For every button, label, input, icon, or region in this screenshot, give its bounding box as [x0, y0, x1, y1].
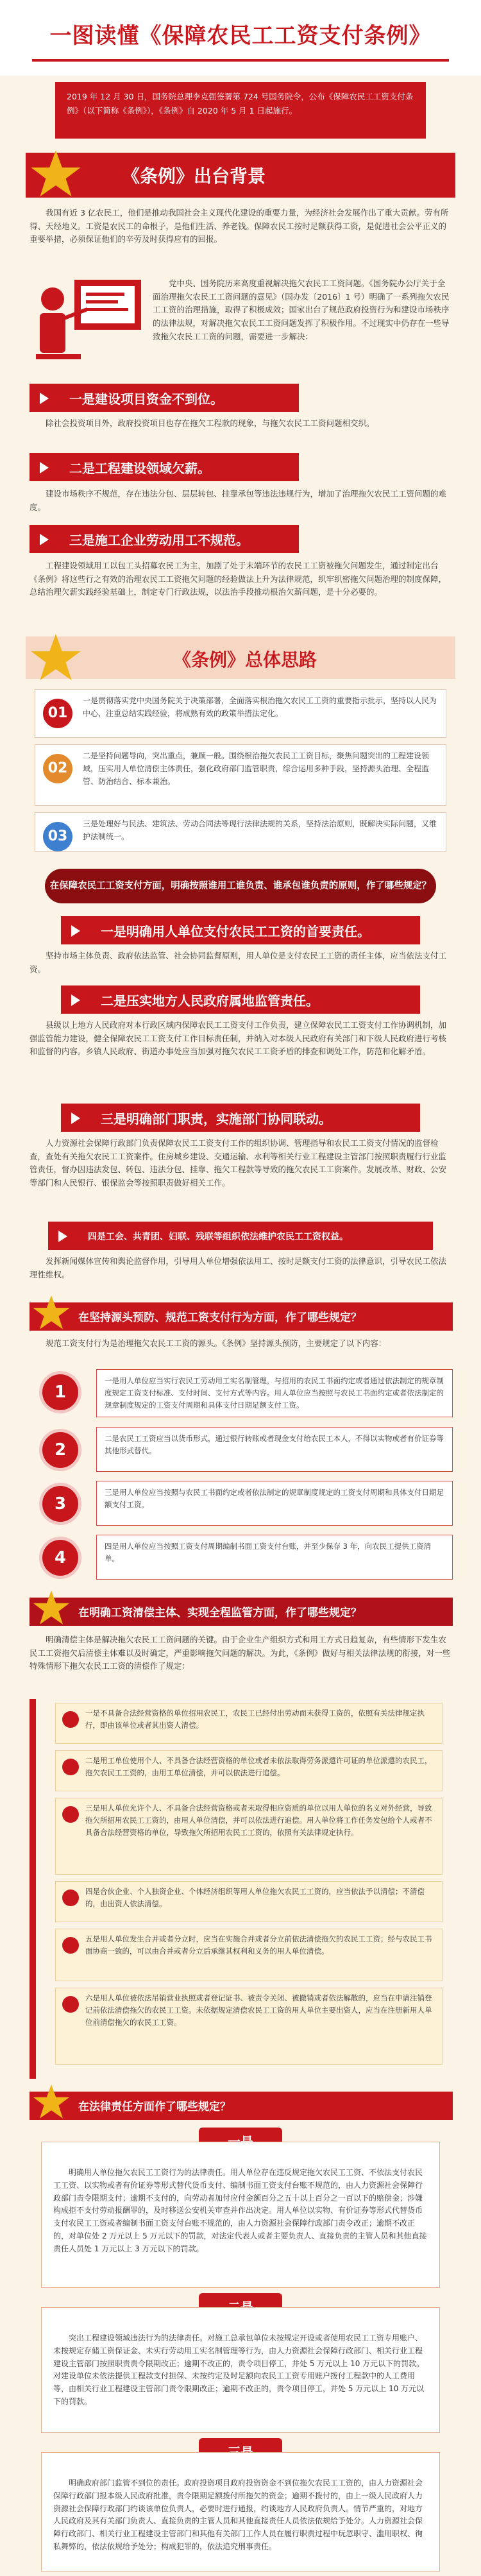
- teacher-board-icon: [30, 276, 145, 372]
- section1-para1: [30, 207, 453, 269]
- section4-header: [30, 1302, 453, 1331]
- section3-item2-body: 县级以上地方人民政府对本行政区域内保障农民工工资支付工作负责，建立保障农民工工资支付工作协调机制，加强监管能力建设，健全保障农民工工资支付工作目标责任制，并纳入对本级人民政府有关部门和下级人民政府进行考核和监督的内容。乡镇人民政府、街道办事处应当加强对拖欠农民工工资矛盾的排查和调处工作，防范和化解矛盾。: [30, 1020, 447, 1057]
- bullet-dot: [62, 1937, 79, 1954]
- section3-item1-text: [30, 950, 453, 980]
- bullet-dot: [62, 1806, 79, 1823]
- section1-banner: [26, 153, 455, 198]
- section4-header-text: 在坚持源头预防、规范工资支付行为方面，作了哪些规定？: [78, 1311, 362, 1324]
- section3-item4-head: [48, 1222, 433, 1250]
- section5-intro: [30, 1633, 453, 1695]
- section5-header-text: 在明确工资清偿主体、实现全程监管方面，作了哪些规定？: [78, 1607, 362, 1619]
- card-number: 01: [43, 699, 72, 728]
- item-text: 四是合伙企业、个人独资企业、个体经济组织等用人单位拖欠农民工工资的，应当依法予以清偿；不清偿的，由出资人依法清偿。: [85, 1887, 425, 1908]
- section5-item-5: [55, 1929, 443, 1981]
- item-text: 一是用人单位应当实行农民工劳动用工实名制管理，与招用的农民工书面约定或者通过依法制定的规章制度规定工资支付标准、支付时间、支付方式等内容。用人单位应当按照与农民工书面约定或者依法制定的规章制度规定的工资支付周期和具体支付日期足额支付工资。: [96, 1369, 453, 1417]
- section4-item-1: [30, 1369, 453, 1419]
- item-text: 五是用人单位发生合并或者分立时，应当在实施合并或者分立前依法清偿拖欠的农民工工资；经与农民工书面协商一致的，可以由合并或者分立后承继其权利和义务的用人单位清偿。: [85, 1934, 432, 1956]
- section2-card-1: [35, 689, 446, 738]
- section5-intro-text: 明确清偿主体是解决拖欠农民工工资问题的关键。由于企业生产组织方式和用工方式日趋复杂，有些情形下发生农民工工资拖欠后清偿主体难以及时确定，严重影响拖欠问题的解决。为此，《条例》做好与相关法律法规的衔接，对一些特殊情形下拖欠农民工工资的清偿作了规定：: [30, 1635, 451, 1671]
- block-text: 明确用人单位拖欠农民工工资行为的法律责任。用人单位存在违反规定拖欠农民工工资、不依法支付农民工工资、以实物或者有价证券等形式替代货币支付、编制书面工资支付台账不规范的，由人力资源社会保障行政部门责令限期支付；逾期不支付的，向劳动者加付应付金额百分之五十以上百分之一百以下的赔偿金；涉嫌构成拒不支付劳动报酬罪的，及时移送公安机关审查并作出决定。用人单位以实物、有价证券等形式代替货币支付农民工工资或者编制书面工资支付台账不规范的，由人力资源社会保障行政部门责令改正；逾期不改正的，对单位处 2 万元以上 5 万元以下的罚款，对法定代表人或者主要负责人、直接负责的主管人员和其他直接责任人员处 1 万元以上 3 万元以下的罚款。: [53, 2168, 427, 2253]
- card-text: 二是坚持问题导向，突出重点，兼顾一般。围绕根治拖欠农民工工资目标，聚焦问题突出的工程建设领域，压实用人单位清偿主体责任，强化政府部门监管职责，综合运用多种手段，坚持源头治理、全程监管、防治结合、标本兼治。: [83, 751, 430, 786]
- triangle-bullet-icon: [40, 534, 49, 545]
- bullet-dot: [62, 1996, 79, 2013]
- section4-item-4: [30, 1535, 453, 1585]
- section3-item2-head-text: 二是压实地方人民政府属地监管责任。: [101, 993, 319, 1009]
- card-text: 三是处理好与民法、建筑法、劳动合同法等现行法律法规的关系，坚持法治原则，既解决实际问题，又维护法制统一。: [83, 819, 437, 841]
- triangle-bullet-icon: [40, 393, 49, 404]
- section1-title: 《条例》出台背景: [122, 166, 266, 187]
- title-bar: [0, 0, 481, 76]
- section6-header-text: 在法律责任方面作了哪些规定？: [78, 2101, 231, 2113]
- card-number: 02: [43, 754, 72, 783]
- triangle-bullet-icon: [71, 994, 80, 1006]
- item-text: 六是用人单位被依法吊销营业执照或者登记证书、被责令关闭、被撤销或者依法解散的，应当在申请注销登记前依法清偿拖欠的农民工工资。未依据规定清偿农民工工资的用人单位主要出资人，应当在注册新用人单位前清偿拖欠的农民工工资。: [85, 1993, 432, 2027]
- bullet-dot: [62, 1889, 79, 1906]
- section1-para2-text: 党中央、国务院历来高度重视解决拖欠农民工工资问题。《国务院办公厅关于全面治理拖欠农民工工资问题的意见》（国办发〔2016〕1 号）明确了一系列拖欠农民工工资的治理措施，取得了积极成效；国家出台了规范政府投资行为和建设市场秩序的法律法规，对解决拖欠农民工工资问题发挥了积极作用。不过现实中仍存在一些导致拖欠农民工工资的问题，需要进一步解决：: [153, 278, 450, 341]
- bullet-dot: [62, 1711, 79, 1728]
- section3-pill: 在保障农民工工资支付方面，明确按照谁用工谁负责、谁承包谁负责的原则，作了哪些规定？: [45, 869, 436, 903]
- section1-para1-text: 我国有近 3 亿农民工，他们是推动我国社会主义现代化建设的重要力量，为经济社会发展作出了重大贡献。劳有所得、天经地义。工资是农民工的命根子，是他们生活、养老钱。保障农民工按时足额获得工资，是促进社会公平正义的重要举措，必须保证他们的辛劳及时获得应有的回报。: [30, 208, 449, 244]
- block-text: 突出工程建设领域违法行为的法律责任。对施工总承包单位未按规定开设或者使用农民工工资专用账户、未按规定存储工资保证金、未实行劳动用工实名制管理等行为，由人力资源社会保障行政部门、相关行业工程建设主管部门按照职责责令限期改正；逾期不改正的，责令项目停工，并处 5 万元以上 10 万元以下的罚款。对建设单位未依法提供工程款支付担保、未按约定及时足额向农民工工资专用账户拨付工程款中的人工费用等，由相关行业工程建设主管部门责令限期改正；逾期不改正的，责令项目停工，并处 5 万元以上 10 万元以下的罚款。: [53, 2333, 425, 2406]
- block-text: 明确政府部门监管不到位的责任。政府投资项目政府投资资金不到位拖欠农民工工资的，由人力资源社会保障行政部门报本级人民政府批准，责令限期足额拨付所拖欠的资金；逾期不拨付的，由上一级人民政府人力资源社会保障行政部门约谈该单位负责人，必要时进行通报，约谈地方人民政府负责人。情节严重的，对地方人民政府及其有关部门负责人、直接负责的主管人员和其他直接责任人员依法依规给予处分。人力资源社会保障行政部门、相关行业工程建设主管部门和其他有关部门工作人员在履行职责过程中玩忽职守、滥用职权、徇私舞弊的，依法依规给予处分；构成犯罪的，依法追究刑事责任。: [53, 2478, 423, 2551]
- section5-side-stripe: [30, 1699, 36, 2079]
- star-icon: [32, 1293, 71, 1332]
- card-text: 一是贯彻落实党中央国务院关于决策部署，全面落实根治拖欠农民工工资的重要指示批示，坚持以人民为中心，注重总结实践经验，将成熟有效的政策举措法定化。: [83, 696, 437, 718]
- section2-title: 《条例》总体思路: [173, 649, 317, 670]
- star-icon: [30, 148, 82, 200]
- section2-card-3: [35, 812, 446, 852]
- intro-box: 2019 年 12 月 30 日，国务院总理李克强签署第 724 号国务院令，公布《保障农民工工资支付条例》（以下简称《条例》），《条例》自 2020 年 5 月 1 日起施行。: [55, 82, 426, 139]
- item-number: 4: [42, 1540, 78, 1576]
- section1-item1-body: 除社会投资项目外，政府投资项目也存在拖欠工程款的现象，与拖欠农民工工资问题相交织。: [46, 418, 375, 428]
- section1-item3-head: [30, 525, 299, 553]
- card-number: 03: [43, 822, 72, 851]
- section6-block-1: [41, 2142, 440, 2288]
- section1-item2-text: [30, 488, 453, 518]
- item-text: 二是农民工工资应当以货币形式，通过银行转账或者现金支付给农民工本人，不得以实物或者有价证券等其他形式替代。: [96, 1427, 453, 1472]
- section3-item2-head: [61, 985, 420, 1014]
- section6-block-3: [41, 2452, 440, 2572]
- triangle-bullet-icon: [71, 925, 80, 937]
- section3-item1-head: [61, 916, 420, 944]
- section3-item1-head-text: 一是明确用人单位支付农民工工资的首要责任。: [101, 924, 370, 939]
- section5-item-2: [55, 1750, 443, 1791]
- section3-item4-body: 发挥新闻媒体宣传和舆论监督作用，引导用人单位增强依法用工、按时足额支付工资的法律意识，引导农民工依法理性维权。: [30, 1256, 447, 1279]
- section1-item2-body: 建设市场秩序不规范，存在违法分包、层层转包、挂靠承包等违法违规行为，增加了治理拖欠农民工工资问题的难度。: [30, 489, 447, 512]
- triangle-bullet-icon: [40, 462, 49, 473]
- section1-para2: [153, 277, 453, 373]
- page-title: 一图读懂《保障农民工工资支付条例》: [49, 23, 432, 49]
- section1-item2-head-text: 二是工程建设领域欠薪。: [69, 461, 210, 476]
- section3-item1-body: 坚持市场主体负责、政府依法监管、社会协同监督原则，用人单位是支付农民工工资的责任主体，应当依法支付工资。: [30, 951, 447, 974]
- section1-item1-text: [30, 417, 453, 448]
- section3-item4-text: [30, 1255, 453, 1286]
- triangle-bullet-icon: [58, 1231, 67, 1242]
- section5-item-6: [55, 1988, 443, 2065]
- section1-para3-text: 工程建设领域用工以包工头招募农民工为主，加剧了处于末端环节的农民工工资被拖欠问题发生，通过制定出台《条例》将这些行之有效的治理农民工工资拖欠问题的经验做法上升为法律规范，织牢织密拖欠问题治理的制度保障，总结治理欠薪实践经验基础上，制定专门行政法规，以法治手段推动根治欠薪问题，是十分必要的。: [30, 561, 447, 597]
- section3-item3-head: [61, 1104, 420, 1132]
- section3-item4-head-text: 四是工会、共青团、妇联、残联等组织依法维护农民工工资权益。: [88, 1232, 348, 1242]
- star-icon: [32, 2083, 71, 2121]
- section4-intro: [30, 1337, 453, 1365]
- star-icon: [30, 631, 82, 684]
- section3-item3-head-text: 三是明确部门职责，实施部门协同联动。: [101, 1111, 332, 1127]
- bullet-dot: [62, 1759, 79, 1775]
- section1-item2-head: [30, 453, 299, 481]
- section1-item3-head-text: 三是施工企业劳动用工不规范。: [69, 533, 249, 548]
- title-rule: [32, 59, 449, 62]
- item-number: 1: [42, 1374, 78, 1410]
- section5-item-1: [55, 1703, 443, 1744]
- section3-item2-text: [30, 1019, 453, 1101]
- section1-item1-head: [30, 384, 299, 412]
- triangle-bullet-icon: [71, 1113, 80, 1124]
- section2-banner: [26, 636, 455, 679]
- section1-para3: [30, 559, 453, 624]
- item-text: 四是用人单位应当按照工资支付周期编制书面工资支付台账，并至少保存 3 年，向农民工提供工资清单。: [96, 1535, 453, 1580]
- item-text: 一是不具备合法经营资格的单位招用农民工，农民工已经付出劳动而未获得工资的，依照有关法律规定执行，即由该单位或者其出资人清偿。: [85, 1709, 425, 1730]
- section4-item-2: [30, 1427, 453, 1477]
- item-number: 2: [42, 1432, 78, 1468]
- item-text: 二是用工单位使用个人、不具备合法经营资格的单位或者未依法取得劳务派遣许可证的单位派遣的农民工，拖欠农民工工资的，由用工单位清偿，并可以依法进行追偿。: [85, 1756, 432, 1777]
- section3-item3-text: [30, 1137, 453, 1219]
- section5-item-4: [55, 1881, 443, 1922]
- item-number: 3: [42, 1486, 78, 1522]
- section6-block-2: [41, 2307, 440, 2433]
- section3-item3-body: 人力资源社会保障行政部门负责保障农民工工资支付工作的组织协调、管理指导和农民工工资支付情况的监督检查，查处有关拖欠农民工工资案件。住房城乡建设、交通运输、水利等相关行业工程建设主管部门按照职责履行行业监管责任，督办因违法发包、转包、违法分包、挂靠、拖欠工程款等导致的拖欠农民工工资案件。发展改革、财政、公安等部门和人民银行、银保监会等按照职责做好相关工作。: [30, 1138, 447, 1188]
- section1-item1-head-text: 一是建设项目资金不到位。: [69, 391, 223, 407]
- item-text: 三是用人单位允许个人、不具备合法经营资格或者未取得相应资质的单位以用人单位的名义对外经营，导致拖欠所招用农民工工资的，由用人单位清偿，并可以依法进行追偿。用人单位将工作任务发包给个人或者不具备合法经营资格的单位，导致拖欠所招用农民工工资的，依照有关法律规定执行。: [85, 1804, 432, 1837]
- section2-card-2: [35, 744, 446, 806]
- item-text: 三是用人单位应当按照与农民工书面约定或者依法制定的规章制度规定的工资支付周期和具体支付日期足额支付工资。: [96, 1481, 453, 1526]
- star-icon: [32, 1589, 71, 1627]
- section5-header: [30, 1598, 453, 1626]
- section6-header: [30, 2092, 453, 2120]
- section4-intro-text: 规范工资支付行为是治理拖欠农民工工资的源头。《条例》坚持源头预防，主要规定了以下内容：: [46, 1338, 387, 1348]
- section5-item-3: [55, 1798, 443, 1875]
- section4-item-3: [30, 1481, 453, 1531]
